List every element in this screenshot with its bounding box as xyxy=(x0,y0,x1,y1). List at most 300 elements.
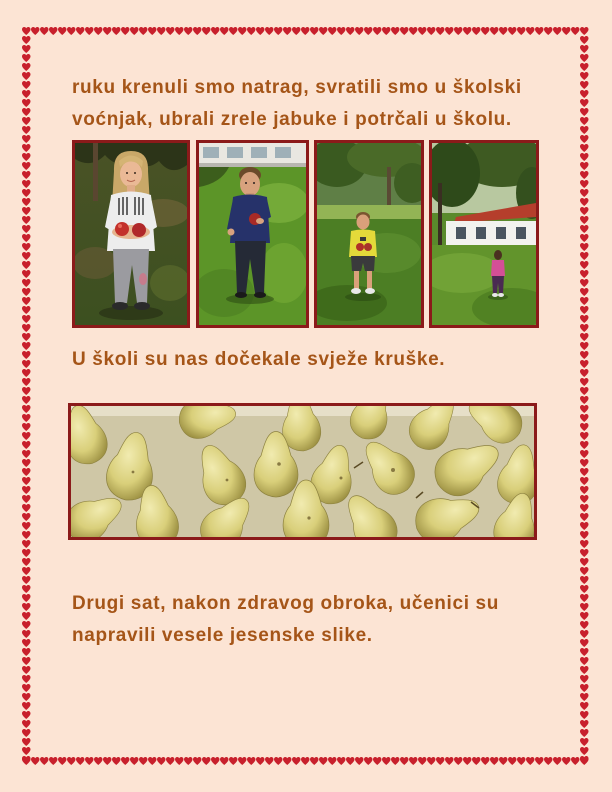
heart-icon xyxy=(580,711,589,719)
heart-icon xyxy=(112,27,121,35)
heart-icon xyxy=(355,757,364,765)
heart-icon xyxy=(22,162,31,170)
heart-icon xyxy=(580,360,589,368)
heart-icon xyxy=(22,621,31,629)
heart-icon xyxy=(22,738,31,746)
heart-icon xyxy=(22,405,31,413)
heart-icon xyxy=(346,27,355,35)
heart-icon xyxy=(310,757,319,765)
heart-icon xyxy=(49,27,58,35)
heart-icon xyxy=(238,757,247,765)
heart-icon xyxy=(580,504,589,512)
heart-icon xyxy=(22,441,31,449)
heart-icon xyxy=(166,27,175,35)
heart-icon xyxy=(580,468,589,476)
photo-pears xyxy=(68,403,537,540)
heart-icon xyxy=(445,27,454,35)
heart-icon xyxy=(58,27,67,35)
heart-icon xyxy=(580,441,589,449)
heart-icon xyxy=(94,757,103,765)
heart-icon xyxy=(148,757,157,765)
heart-icon xyxy=(22,315,31,323)
heart-icon xyxy=(526,757,535,765)
heart-icon xyxy=(148,27,157,35)
heart-icon xyxy=(22,612,31,620)
heart-icon xyxy=(22,387,31,395)
heart-icon xyxy=(580,612,589,620)
heart-icon xyxy=(490,757,499,765)
heart-icon xyxy=(22,423,31,431)
heart-icon xyxy=(580,495,589,503)
heart-icon xyxy=(580,243,589,251)
heart-icon xyxy=(580,378,589,386)
heart-icon xyxy=(562,27,571,35)
heart-icon xyxy=(382,757,391,765)
heart-icon xyxy=(40,27,49,35)
heart-icon xyxy=(157,757,166,765)
heart-icon xyxy=(301,757,310,765)
heart-icon xyxy=(274,757,283,765)
heart-icon xyxy=(580,261,589,269)
heart-icon xyxy=(580,585,589,593)
heart-icon xyxy=(409,27,418,35)
heart-icon xyxy=(553,27,562,35)
heart-icon xyxy=(580,477,589,485)
heart-icon xyxy=(22,297,31,305)
photo-girl-near-school-image xyxy=(432,143,536,325)
heart-icon xyxy=(22,369,31,377)
photo-boy-in-orchard-image xyxy=(317,143,421,325)
heart-icon xyxy=(103,757,112,765)
heart-icon xyxy=(121,27,130,35)
heart-icon xyxy=(22,108,31,116)
heart-icon xyxy=(337,27,346,35)
heart-icon xyxy=(22,522,31,530)
heart-icon xyxy=(580,324,589,332)
heart-icon xyxy=(427,27,436,35)
heart-icon xyxy=(382,27,391,35)
paragraph-3-line-2: napravili vesele jesenske slike. xyxy=(72,625,373,646)
heart-icon xyxy=(22,342,31,350)
heart-icon xyxy=(22,486,31,494)
heart-icon xyxy=(40,757,49,765)
heart-icon xyxy=(22,333,31,341)
heart-icon xyxy=(247,27,256,35)
heart-icon xyxy=(580,558,589,566)
heart-icon xyxy=(580,756,589,764)
heart-icon xyxy=(238,27,247,35)
heart-icon xyxy=(139,757,148,765)
heart-icon xyxy=(22,225,31,233)
heart-icon xyxy=(22,36,31,44)
heart-icon xyxy=(355,27,364,35)
heart-icon xyxy=(220,27,229,35)
heart-icon xyxy=(580,405,589,413)
heart-icon xyxy=(22,216,31,224)
heart-icon xyxy=(22,153,31,161)
heart-icon xyxy=(274,27,283,35)
heart-icon xyxy=(580,189,589,197)
heart-icon xyxy=(481,27,490,35)
heart-icon xyxy=(112,757,121,765)
heart-icon xyxy=(67,757,76,765)
heart-icon xyxy=(22,279,31,287)
paragraph-1-line-1: ruku krenuli smo natrag, svratili smo u školski xyxy=(72,77,522,98)
heart-icon xyxy=(319,757,328,765)
heart-icon xyxy=(580,198,589,206)
heart-icon xyxy=(22,657,31,665)
heart-icon xyxy=(22,261,31,269)
heart-icon xyxy=(22,378,31,386)
heart-icon xyxy=(247,757,256,765)
heart-icon xyxy=(400,757,409,765)
heart-icon xyxy=(544,27,553,35)
heart-icon xyxy=(49,757,58,765)
photo-pears-image xyxy=(71,406,534,537)
heart-icon xyxy=(580,621,589,629)
heart-icon xyxy=(373,757,382,765)
heart-icon xyxy=(22,495,31,503)
heart-icon xyxy=(22,576,31,584)
heart-icon xyxy=(22,414,31,422)
heart-icon xyxy=(85,27,94,35)
heart-icon xyxy=(229,757,238,765)
heart-icon xyxy=(580,684,589,692)
heart-icon xyxy=(22,666,31,674)
heart-icon xyxy=(22,648,31,656)
heart-icon xyxy=(472,757,481,765)
heart-icon xyxy=(535,757,544,765)
heart-icon xyxy=(580,126,589,134)
heart-icon xyxy=(22,504,31,512)
heart-icon xyxy=(22,306,31,314)
heart-icon xyxy=(76,27,85,35)
heart-icon xyxy=(283,27,292,35)
heart-icon xyxy=(580,486,589,494)
heart-icon xyxy=(211,757,220,765)
heart-icon xyxy=(463,757,472,765)
heart-icon xyxy=(580,45,589,53)
heart-icon xyxy=(220,757,229,765)
heart-icon xyxy=(310,27,319,35)
heart-icon xyxy=(103,27,112,35)
heart-icon xyxy=(580,513,589,521)
heart-icon xyxy=(580,702,589,710)
heart-icon xyxy=(580,252,589,260)
heart-icon xyxy=(580,648,589,656)
heart-icon xyxy=(490,27,499,35)
heart-icon xyxy=(580,63,589,71)
heart-icon xyxy=(22,432,31,440)
heart-icon xyxy=(580,720,589,728)
heart-icon xyxy=(256,757,265,765)
heart-icon xyxy=(580,297,589,305)
heart-icon xyxy=(31,27,40,35)
heart-icon xyxy=(508,757,517,765)
heart-icon xyxy=(580,450,589,458)
heart-icon xyxy=(580,216,589,224)
heart-icon xyxy=(175,27,184,35)
heart-icon xyxy=(580,36,589,44)
heart-icon xyxy=(22,477,31,485)
heart-icon xyxy=(580,108,589,116)
heart-icon xyxy=(580,747,589,755)
heart-icon xyxy=(364,757,373,765)
heart-icon xyxy=(22,540,31,548)
heart-icon xyxy=(580,396,589,404)
heart-icon xyxy=(256,27,265,35)
heart-icon xyxy=(580,180,589,188)
heart-icon xyxy=(22,468,31,476)
heart-icon xyxy=(319,27,328,35)
heart-icon xyxy=(22,684,31,692)
heart-icon xyxy=(580,54,589,62)
heart-icon xyxy=(22,324,31,332)
heart-icon xyxy=(499,757,508,765)
heart-icon xyxy=(580,693,589,701)
heart-icon xyxy=(22,702,31,710)
heart-icon xyxy=(580,576,589,584)
heart-icon xyxy=(391,757,400,765)
heart-icon xyxy=(22,360,31,368)
photo-girl-with-apples-image xyxy=(75,143,187,325)
heart-icon xyxy=(580,639,589,647)
heart-icon xyxy=(580,234,589,242)
heart-icon xyxy=(22,270,31,278)
heart-icon xyxy=(580,135,589,143)
heart-icon xyxy=(22,99,31,107)
heart-icon xyxy=(121,757,130,765)
heart-icon xyxy=(22,729,31,737)
heart-icon xyxy=(445,757,454,765)
heart-icon xyxy=(22,594,31,602)
heart-icon xyxy=(193,757,202,765)
heart-icon xyxy=(328,27,337,35)
photo-boy-with-apple xyxy=(196,140,309,328)
heart-icon xyxy=(580,99,589,107)
heart-icon xyxy=(580,288,589,296)
heart-icon xyxy=(580,594,589,602)
heart-icon xyxy=(22,45,31,53)
heart-icon xyxy=(454,27,463,35)
paragraph-3-line-1: Drugi sat, nakon zdravog obroka, učenici su xyxy=(72,593,500,614)
heart-icon xyxy=(517,27,526,35)
heart-icon xyxy=(499,27,508,35)
heart-icon xyxy=(22,189,31,197)
paragraph-2-line-1: U školi su nas dočekale svježe kruške. xyxy=(72,349,446,370)
heart-icon xyxy=(22,549,31,557)
heart-icon xyxy=(22,144,31,152)
heart-icon xyxy=(580,729,589,737)
heart-icon xyxy=(580,270,589,278)
heart-icon xyxy=(22,450,31,458)
heart-icon xyxy=(184,27,193,35)
heart-icon xyxy=(346,757,355,765)
heart-icon xyxy=(22,675,31,683)
heart-icon xyxy=(301,27,310,35)
heart-icon xyxy=(22,90,31,98)
heart-icon xyxy=(373,27,382,35)
heart-icon xyxy=(481,757,490,765)
heart-icon xyxy=(292,27,301,35)
heart-icon xyxy=(580,666,589,674)
heart-icon xyxy=(580,459,589,467)
heart-icon xyxy=(31,757,40,765)
heart-icon xyxy=(76,757,85,765)
heart-icon xyxy=(292,757,301,765)
heart-icon xyxy=(22,63,31,71)
heart-icon xyxy=(580,207,589,215)
heart-icon xyxy=(283,757,292,765)
heart-icon xyxy=(472,27,481,35)
heart-icon xyxy=(22,252,31,260)
heart-icon xyxy=(22,234,31,242)
heart-icon xyxy=(229,27,238,35)
heart-icon xyxy=(364,27,373,35)
heart-icon xyxy=(22,207,31,215)
heart-icon xyxy=(22,630,31,638)
heart-icon xyxy=(139,27,148,35)
heart-icon xyxy=(400,27,409,35)
heart-icon xyxy=(580,567,589,575)
heart-icon xyxy=(22,396,31,404)
heart-icon xyxy=(580,657,589,665)
heart-icon xyxy=(193,27,202,35)
heart-icon xyxy=(454,757,463,765)
heart-icon xyxy=(157,27,166,35)
heart-icon xyxy=(22,135,31,143)
heart-icon xyxy=(22,126,31,134)
heart-icon xyxy=(571,27,580,35)
photo-girl-near-school xyxy=(429,140,539,328)
heart-icon xyxy=(22,117,31,125)
heart-icon xyxy=(22,72,31,80)
heart-icon xyxy=(22,27,31,35)
heart-icon xyxy=(22,567,31,575)
heart-icon xyxy=(22,513,31,521)
heart-icon xyxy=(580,90,589,98)
heart-icon xyxy=(22,639,31,647)
heart-icon xyxy=(571,757,580,765)
heart-icon xyxy=(580,432,589,440)
heart-icon xyxy=(580,531,589,539)
heart-icon xyxy=(22,531,31,539)
heart-icon xyxy=(526,27,535,35)
heart-icon xyxy=(463,27,472,35)
heart-icon xyxy=(22,603,31,611)
heart-icon xyxy=(436,757,445,765)
heart-icon xyxy=(22,81,31,89)
heart-icon xyxy=(580,738,589,746)
heart-icon xyxy=(580,675,589,683)
heart-icon xyxy=(580,162,589,170)
heart-icon xyxy=(22,351,31,359)
heart-icon xyxy=(265,27,274,35)
heart-icon xyxy=(22,585,31,593)
heart-icon xyxy=(202,757,211,765)
heart-icon xyxy=(580,603,589,611)
photo-boy-with-apple-image xyxy=(199,143,306,325)
heart-icon xyxy=(409,757,418,765)
heart-icon xyxy=(211,27,220,35)
heart-icon xyxy=(418,757,427,765)
heart-icon xyxy=(85,757,94,765)
heart-icon xyxy=(130,27,139,35)
heart-icon xyxy=(328,757,337,765)
heart-icon xyxy=(580,144,589,152)
photo-boy-in-orchard xyxy=(314,140,424,328)
heart-icon xyxy=(184,757,193,765)
heart-icon xyxy=(166,757,175,765)
heart-icon xyxy=(580,351,589,359)
heart-icon xyxy=(22,180,31,188)
heart-icon xyxy=(580,72,589,80)
heart-icon xyxy=(562,757,571,765)
heart-icon xyxy=(265,757,274,765)
heart-icon xyxy=(94,27,103,35)
heart-icon xyxy=(544,757,553,765)
heart-icon xyxy=(22,459,31,467)
heart-icon xyxy=(130,757,139,765)
heart-icon xyxy=(580,540,589,548)
heart-icon xyxy=(436,27,445,35)
heart-icon xyxy=(580,414,589,422)
heart-icon xyxy=(22,693,31,701)
heart-icon xyxy=(22,171,31,179)
heart-icon xyxy=(22,288,31,296)
heart-icon xyxy=(580,387,589,395)
heart-icon xyxy=(22,747,31,755)
heart-icon xyxy=(580,549,589,557)
heart-icon xyxy=(580,117,589,125)
heart-icon xyxy=(580,306,589,314)
heart-icon xyxy=(22,558,31,566)
heart-icon xyxy=(580,522,589,530)
heart-icon xyxy=(22,756,31,764)
heart-icon xyxy=(580,333,589,341)
heart-icon xyxy=(580,630,589,638)
heart-icon xyxy=(22,711,31,719)
heart-icon xyxy=(580,153,589,161)
heart-icon xyxy=(580,225,589,233)
heart-icon xyxy=(580,171,589,179)
heart-icon xyxy=(175,757,184,765)
heart-icon xyxy=(580,279,589,287)
heart-icon xyxy=(580,315,589,323)
heart-icon xyxy=(391,27,400,35)
heart-icon xyxy=(535,27,544,35)
heart-icon xyxy=(202,27,211,35)
heart-icon xyxy=(553,757,562,765)
heart-icon xyxy=(22,720,31,728)
heart-icon xyxy=(418,27,427,35)
heart-icon xyxy=(508,27,517,35)
heart-icon xyxy=(580,369,589,377)
paragraph-1-line-2: voćnjak, ubrali zrele jabuke i potrčali u školu. xyxy=(72,109,512,130)
heart-icon xyxy=(427,757,436,765)
heart-icon xyxy=(580,423,589,431)
heart-icon xyxy=(517,757,526,765)
heart-icon xyxy=(67,27,76,35)
heart-icon xyxy=(337,757,346,765)
heart-icon xyxy=(22,54,31,62)
heart-icon xyxy=(580,342,589,350)
heart-icon xyxy=(580,27,589,35)
heart-icon xyxy=(22,198,31,206)
heart-icon xyxy=(58,757,67,765)
photo-girl-with-apples xyxy=(72,140,190,328)
heart-icon xyxy=(580,81,589,89)
